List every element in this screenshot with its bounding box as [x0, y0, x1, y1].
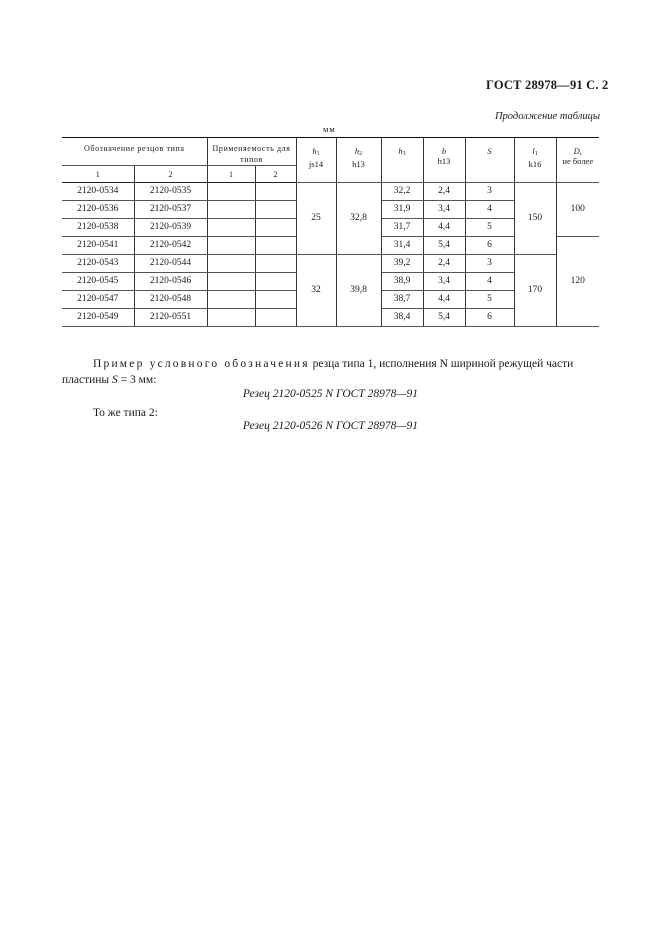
cell-h2: 32,8	[336, 183, 381, 255]
cell-s: 6	[465, 237, 514, 255]
cell-applicability-2	[255, 237, 296, 255]
cell-s: 3	[465, 183, 514, 201]
cell-h1: 25	[296, 183, 336, 255]
cell-applicability-1	[207, 309, 255, 327]
cell-type1-designation: 2120-0541	[62, 237, 134, 255]
document-reference: ГОСТ 28978—91 С. 2	[486, 78, 609, 92]
dimensions-table	[62, 137, 599, 327]
header-b: b h13	[423, 138, 465, 183]
designation-example-2: Резец 2120-0526 N ГОСТ 28978—91	[242, 420, 419, 432]
header-h2: h2 h13	[336, 138, 381, 183]
cell-type1-designation: 2120-0538	[62, 219, 134, 237]
colnum-2: 2	[134, 166, 207, 183]
cell-applicability-1	[207, 183, 255, 201]
cell-d: 100	[556, 183, 599, 237]
header-s: S	[465, 138, 514, 183]
header-d: D, не более	[556, 138, 599, 183]
cell-b: 4,4	[423, 291, 465, 309]
table-continuation-caption: Продолжение таблицы	[494, 111, 600, 122]
cell-h3: 38,7	[381, 291, 423, 309]
cell-h3: 31,4	[381, 237, 423, 255]
cell-h2: 39,8	[336, 255, 381, 327]
header-designation: Обозначение резцов типа	[62, 138, 207, 166]
colnum-4: 2	[255, 166, 296, 183]
cell-b: 2,4	[423, 255, 465, 273]
cell-applicability-2	[255, 309, 296, 327]
cell-applicability-2	[255, 255, 296, 273]
units-label: мм	[323, 124, 336, 134]
cell-applicability-1	[207, 237, 255, 255]
cell-s: 5	[465, 219, 514, 237]
header-h3: h3	[381, 138, 423, 183]
table-row	[62, 255, 599, 273]
cell-type1-designation: 2120-0543	[62, 255, 134, 273]
cell-applicability-2	[255, 183, 296, 201]
cell-h3: 31,9	[381, 201, 423, 219]
cell-h3: 38,9	[381, 273, 423, 291]
cell-applicability-2	[255, 219, 296, 237]
cell-applicability-1	[207, 201, 255, 219]
cell-applicability-1	[207, 291, 255, 309]
cell-type2-designation: 2120-0544	[134, 255, 207, 273]
cell-type1-designation: 2120-0534	[62, 183, 134, 201]
cell-b: 2,4	[423, 183, 465, 201]
cell-b: 3,4	[423, 273, 465, 291]
cell-type1-designation: 2120-0545	[62, 273, 134, 291]
table-row	[62, 183, 599, 201]
cell-d: 120	[556, 237, 599, 327]
cell-type2-designation: 2120-0548	[134, 291, 207, 309]
cell-h3: 39,2	[381, 255, 423, 273]
cell-applicability-2	[255, 291, 296, 309]
cell-s: 3	[465, 255, 514, 273]
cell-s: 4	[465, 273, 514, 291]
cell-applicability-2	[255, 201, 296, 219]
cell-type2-designation: 2120-0546	[134, 273, 207, 291]
cell-l1: 150	[514, 183, 556, 255]
cell-h3: 38,4	[381, 309, 423, 327]
cell-applicability-1	[207, 255, 255, 273]
example-paragraph: Пример условного обозначения резца типа 1, исполнения N шириной режущей части пластины S = 3 мм:	[62, 358, 574, 386]
designation-example-1: Резец 2120-0525 N ГОСТ 28978—91	[242, 388, 419, 400]
header-l1: l1 k16	[514, 138, 556, 183]
table-header-row	[62, 138, 599, 166]
cell-type1-designation: 2120-0536	[62, 201, 134, 219]
cell-type1-designation: 2120-0547	[62, 291, 134, 309]
cell-s: 5	[465, 291, 514, 309]
cell-b: 3,4	[423, 201, 465, 219]
header-applicability: Применяемость для типов	[207, 138, 296, 166]
cell-h3: 31,7	[381, 219, 423, 237]
cell-applicability-1	[207, 219, 255, 237]
cell-type2-designation: 2120-0542	[134, 237, 207, 255]
header-h1: h1 js14	[296, 138, 336, 183]
colnum-3: 1	[207, 166, 255, 183]
cell-type2-designation: 2120-0551	[134, 309, 207, 327]
cell-s: 6	[465, 309, 514, 327]
cell-l1: 170	[514, 255, 556, 327]
cell-h3: 32,2	[381, 183, 423, 201]
cell-h1: 32	[296, 255, 336, 327]
cell-b: 5,4	[423, 309, 465, 327]
cell-type2-designation: 2120-0537	[134, 201, 207, 219]
colnum-1: 1	[62, 166, 134, 183]
cell-type2-designation: 2120-0535	[134, 183, 207, 201]
cell-type1-designation: 2120-0549	[62, 309, 134, 327]
cell-b: 4,4	[423, 219, 465, 237]
same-type-label: То же типа 2:	[93, 407, 158, 419]
cell-applicability-1	[207, 273, 255, 291]
cell-applicability-2	[255, 273, 296, 291]
cell-b: 5,4	[423, 237, 465, 255]
cell-type2-designation: 2120-0539	[134, 219, 207, 237]
cell-s: 4	[465, 201, 514, 219]
